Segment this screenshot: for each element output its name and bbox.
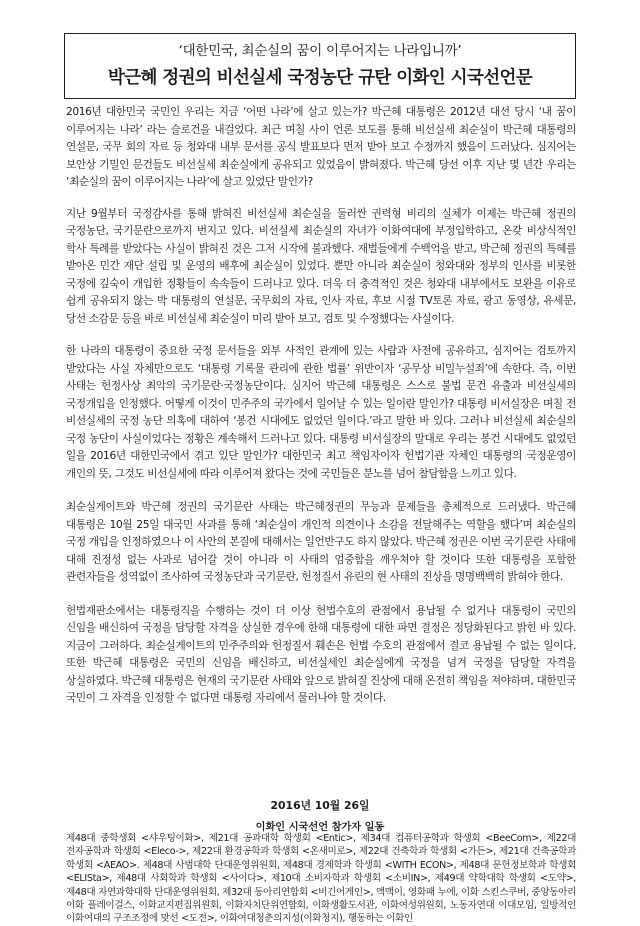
- paragraph-1: 2016년 대한민국 국민인 우리는 지금 ‘어떤 나라’에 살고 있는가? 박근혜 대통령은 2012년 대선 당시 ‘내 꿈이 이루어지는 나라’ 라는 슬로건을 내걸었다. 최근 며칠 사이 언론 보도를 통해 비선실세 최순실이 박근혜 대통령의 연설문, 국무 회의 자료 등 청와대 내부 문서를 공식 발표보다 먼저 받아 보고 수정까지 했음이 드러났다. 심지어는 보안상 기밀인 문건들도 비선실세 최순실에게 공유되고 있었음이 밝혀졌다. 박근혜 당선 이후 지난 몇 년간 우리는 ‘최순실의 꿈이 이루어지는 나라’에 살고 있었단 말인가?: [66, 106, 576, 188]
- signers-heading: 이화인 시국선언 참가자 일동: [255, 822, 385, 833]
- statement-date: 2016년 10월 26일: [270, 799, 370, 812]
- signers-list: 제48대 중학생회 <샤우팅이화>, 제21대 공과대학 학생회 <Entic>, 제34대 컴퓨터공학과 학생회 <BeeCom>, 제22대 전자공학과 학생회 <Eleco->, 제22대 환경공학과 학생회 <온새미로>, 제22대 건축학과 학생회 <가든>, 제21대 건축공학과 학생회 <AEAO>. 제48대 사범대학 단대운영위원회, 제48대 경제학과 학생회 <WITH ECON>, 제48대 문헌정보학과 학생회 <ELISta>, 제48대 사회학과 학생회 <사이다>, 제10대 소비자학과 학생회 <소비IN>, 제49대 약학대학 학생회 <도약>, 제48대 자연과학대학 단대운영위원회, 제32대 동아리연합회 <비긴어게인>, 액맥이, 영화패 누에, 이화 스킨스쿠버, 중앙동아리 이화 플레이걸스, 이화교지편집위원회, 이화자치단위연합회, 이화생활도서관, 이화여성위원회, 노동자연대 이대모임, 일방적인 이화여대의 구조조정에 맞선 <도전>, 이화여대청춘의지성(이화청지), 행동하는 이화인: [66, 833, 576, 925]
- paragraph-4: 최순실게이트와 박근혜 정권의 국기문란 사태는 박근혜정권의 무능과 문제들을 총체적으로 드러냈다. 박근혜 대통령은 10월 25일 대국민 사과를 통해 ‘최순실이 개인적 의견이나 소감을 전달해주는 역할을 했다’며 최순실의 국정 개입을 인정하였으나 이 사안의 본질에 대해서는 일언반구도 하지 않았다. 박근혜 정권은 이번 국기문란 사태에 대해 진정성 없는 사과로 넘어갈 것이 아니라 이 사태의 엄중함을 깨우쳐야 할 것이다 또한 대통령을 포함한 관련자들을 성역없이 조사하여 국정농단과 국기문란, 헌정질서 유린의 현 사태의 진상을 명명백백히 밝혀야 한다.: [66, 501, 576, 583]
- paragraph-5: 헌법재판소에서는 대통령직을 수행하는 것이 더 이상 헌법수호의 관점에서 용납될 수 없거나 대통령이 국민의 신임을 배신하여 국정을 담당할 자격을 상실한 경우에 한해 대통령에 대한 파면 결정은 정당화된다고 밝힌 바 있다. 지금이 그러하다. 최순실게이트의 민주주의와 헌정질서 훼손은 헌법 수호의 관점에서 결코 용납될 수 없는 일이다. 또한 박근혜 대통령은 국민의 신임을 배신하고, 비선실세인 최순실에게 국정을 넘겨 국정을 담당할 자격을 상실하였다. 박근혜 대통령은 현재의 국기문란 사태와 앞으로 밝혀질 진상에 대해 온전히 책임을 져야하며, 대한민국 국민이 그 자격을 인정할 수 없다면 대통령 자리에서 물러나야 할 것이다.: [66, 604, 576, 704]
- page-subtitle: ‘대한민국, 최순실의 꿈이 이루어지는 나라입니까’: [178, 43, 462, 59]
- paragraph-3: 한 나라의 대통령이 중요한 국정 문서들을 외부 사적인 관계에 있는 사람과 사전에 공유하고, 심지어는 검토까지 받았다는 사실 자체만으로도 ‘대통령 기록물 관리에 관한 법률’ 위반이자 ‘공무상 비밀누설죄’에 속한다. 즉, 이번 사태는 헌정사상 최악의 국기문란·국정농단이다. 심지어 박근혜 대통령은 스스로 불법 문건 유출과 비선실세의 국정개입을 인정했다. 어떻게 이것이 민주주의 국가에서 일어날 수 있는 일이란 말인가? 대통령 비서실장은 며칠 전 비선실세의 국정 농단 의혹에 대하여 ‘봉건 시대에도 없었던 일이다.’라고 말한 바 있다. 그러나 비선실세 최순실의 국정 농단이 사실이었다는 정황은 계속해서 드러나고 있다. 대통령 비서실장의 말대로 우리는 봉건 시대에도 없었던 일을 2016년 대한민국에서 겪고 있단 말인가? 대한민국 최고 책임자이자 헌법기관 자체인 대통령의 국정운영이 개인의 뜻, 그것도 비선실세에 따라 이루어져 왔다는 것에 국민들은 분노를 넘어 참담함을 느끼고 있다.: [66, 345, 576, 480]
- paragraph-2: 지난 9월부터 국정감사를 통해 밝혀진 비선실세 최순실을 둘러싼 권력형 비리의 실체가 이제는 박근혜 정권의 국정농단, 국기문란으로까지 번지고 있다. 비선실세 최순실의 자녀가 이화여대에 부정입학하고, 온갖 비상식적인 학사 특례를 받았다는 사실이 밝혀진 것은 그저 시작에 불과했다. 재벌들에게 수백억을 받고, 박근혜 정권의 특혜를 받아온 민간 재단 설립 및 운영의 배후에 최순실이 있었다. 뿐만 아니라 최순실이 청와대와 정부의 인사를 비롯한 국정에 깊숙이 개입한 정황들이 속속들이 드러나고 있다. 더욱 더 충격적인 것은 청와대 내부에서도 보완을 이유로 쉽게 공유되지 않는 박 대통령의 연설문, 국무회의 자료, 인사 자료, 후보 시절 TV토론 자료, 광고 동영상, 유세문, 당선 소감문 등을 바로 비선실세 최순실이 미리 받아 보고, 검토 및 수정했다는 사실이다.: [66, 207, 576, 325]
- statement-body: [66, 104, 576, 708]
- title-box: [64, 33, 576, 99]
- page-title: 박근혜 정권의 비선실세 국정농단 규탄 이화인 시국선언문: [107, 68, 533, 88]
